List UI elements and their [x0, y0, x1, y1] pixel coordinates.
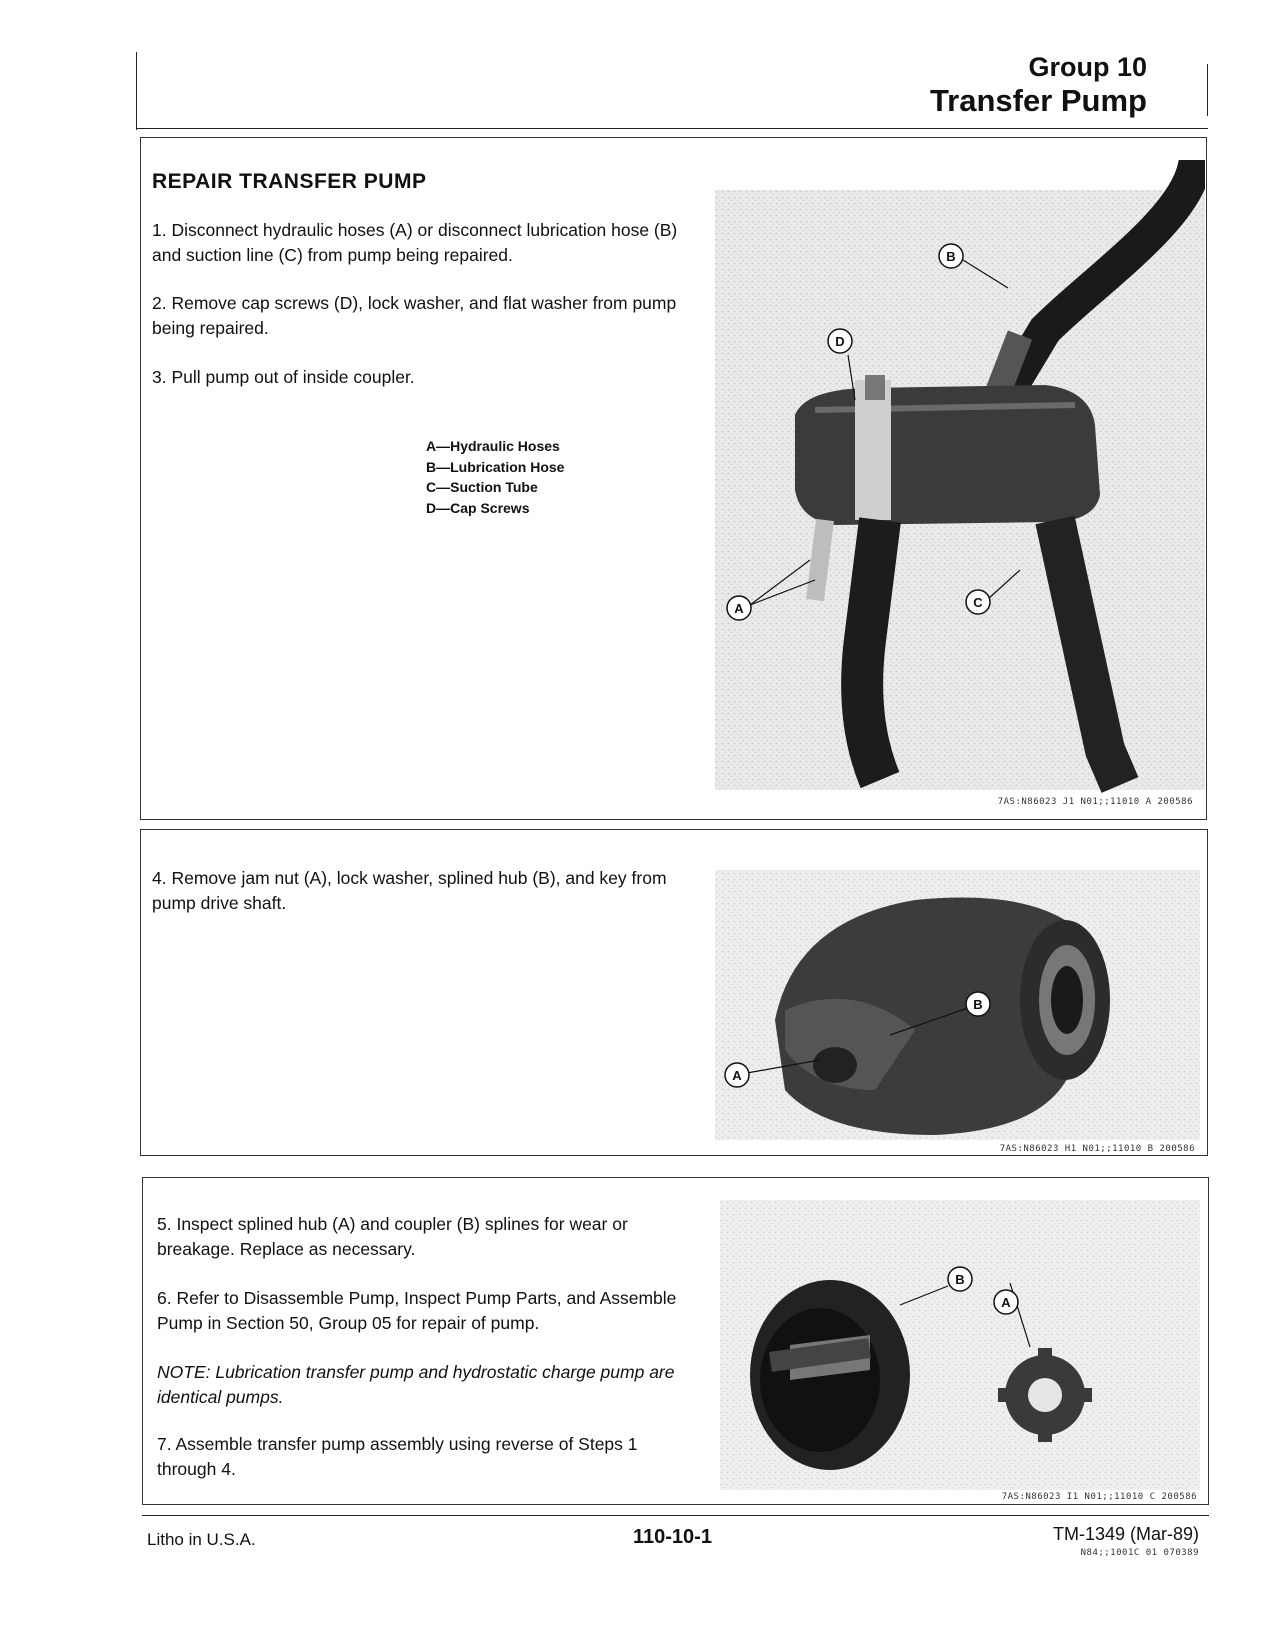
pump-drive-shaft-photo — [715, 860, 1200, 1140]
photo-2-caption: 7AS:N86023 H1 N01;;11010 B 200586 — [999, 1144, 1195, 1154]
step-4: 4. Remove jam nut (A), lock washer, splined hub (B), and key from pump drive shaft. — [152, 868, 667, 913]
legend-item-b: B—Lubrication Hose — [426, 458, 565, 475]
legend-item-d: D—Cap Screws — [426, 499, 530, 516]
callout-a-icon — [994, 1290, 1018, 1314]
svg-text:A: A — [1001, 1295, 1011, 1310]
svg-text:A: A — [734, 601, 744, 616]
svg-text:D: D — [835, 334, 845, 349]
svg-text:B: B — [955, 1272, 965, 1287]
svg-text:B: B — [946, 249, 956, 264]
step-1: 1. Disconnect hydraulic hoses (A) or disconnect lubrication hose (B) and suction line (C) from pump being repaired. — [152, 220, 678, 265]
callout-b-icon — [966, 992, 990, 1016]
svg-text:C: C — [973, 595, 983, 610]
page-number: 110-10-1 — [633, 1526, 712, 1548]
legend — [426, 436, 564, 518]
group-label: Group 10 — [1028, 52, 1147, 82]
callout-c-icon — [966, 590, 990, 614]
svg-text:B: B — [973, 997, 983, 1012]
group-title: Transfer Pump — [929, 83, 1147, 118]
step-7: 7. Assemble transfer pump assembly using reverse of Steps 1 through 4. — [157, 1434, 638, 1479]
tm-number: TM-1349 (Mar-89) — [1052, 1524, 1199, 1544]
step-5: 5. Inspect splined hub (A) and coupler (B) splines for wear or breakage. Replace as necessary. — [157, 1214, 628, 1259]
note: NOTE: Lubrication transfer pump and hydrostatic charge pump are identical pumps. — [157, 1362, 675, 1407]
section-1-heading: REPAIR TRANSFER PUMP — [152, 170, 427, 193]
callout-a-icon — [727, 596, 751, 620]
transfer-pump-hoses-photo — [715, 160, 1205, 800]
step-6: 6. Refer to Disassemble Pump, Inspect Pump Parts, and Assemble Pump in Section 50, Group 05 for repair of pump. — [157, 1288, 677, 1333]
photo-1-caption: 7AS:N86023 J1 N01;;11010 A 200586 — [997, 797, 1193, 807]
footer-litho: Litho in U.S.A. — [147, 1530, 256, 1549]
header-bottom-rule — [136, 128, 1208, 129]
step-2: 2. Remove cap screws (D), lock washer, and flat washer from pump being repaired. — [152, 293, 677, 338]
step-3: 3. Pull pump out of inside coupler. — [152, 367, 415, 387]
legend-item-a: A—Hydraulic Hoses — [426, 438, 560, 454]
svg-text:A: A — [732, 1068, 742, 1083]
footer-code: N84;;1001C 01 070389 — [1080, 1548, 1199, 1558]
photo-3-caption: 7AS:N86023 I1 N01;;11010 C 200586 — [1001, 1492, 1197, 1502]
splined-hub-coupler-photo — [720, 1195, 1200, 1490]
header-right-rule — [1207, 64, 1208, 116]
callout-a-icon — [725, 1063, 749, 1087]
header-left-rule — [136, 52, 137, 130]
footer-rule — [142, 1515, 1209, 1516]
callout-d-icon — [828, 329, 852, 353]
callout-b-icon — [939, 244, 963, 268]
legend-item-c: C—Suction Tube — [426, 479, 538, 495]
callout-b-icon — [948, 1267, 972, 1291]
